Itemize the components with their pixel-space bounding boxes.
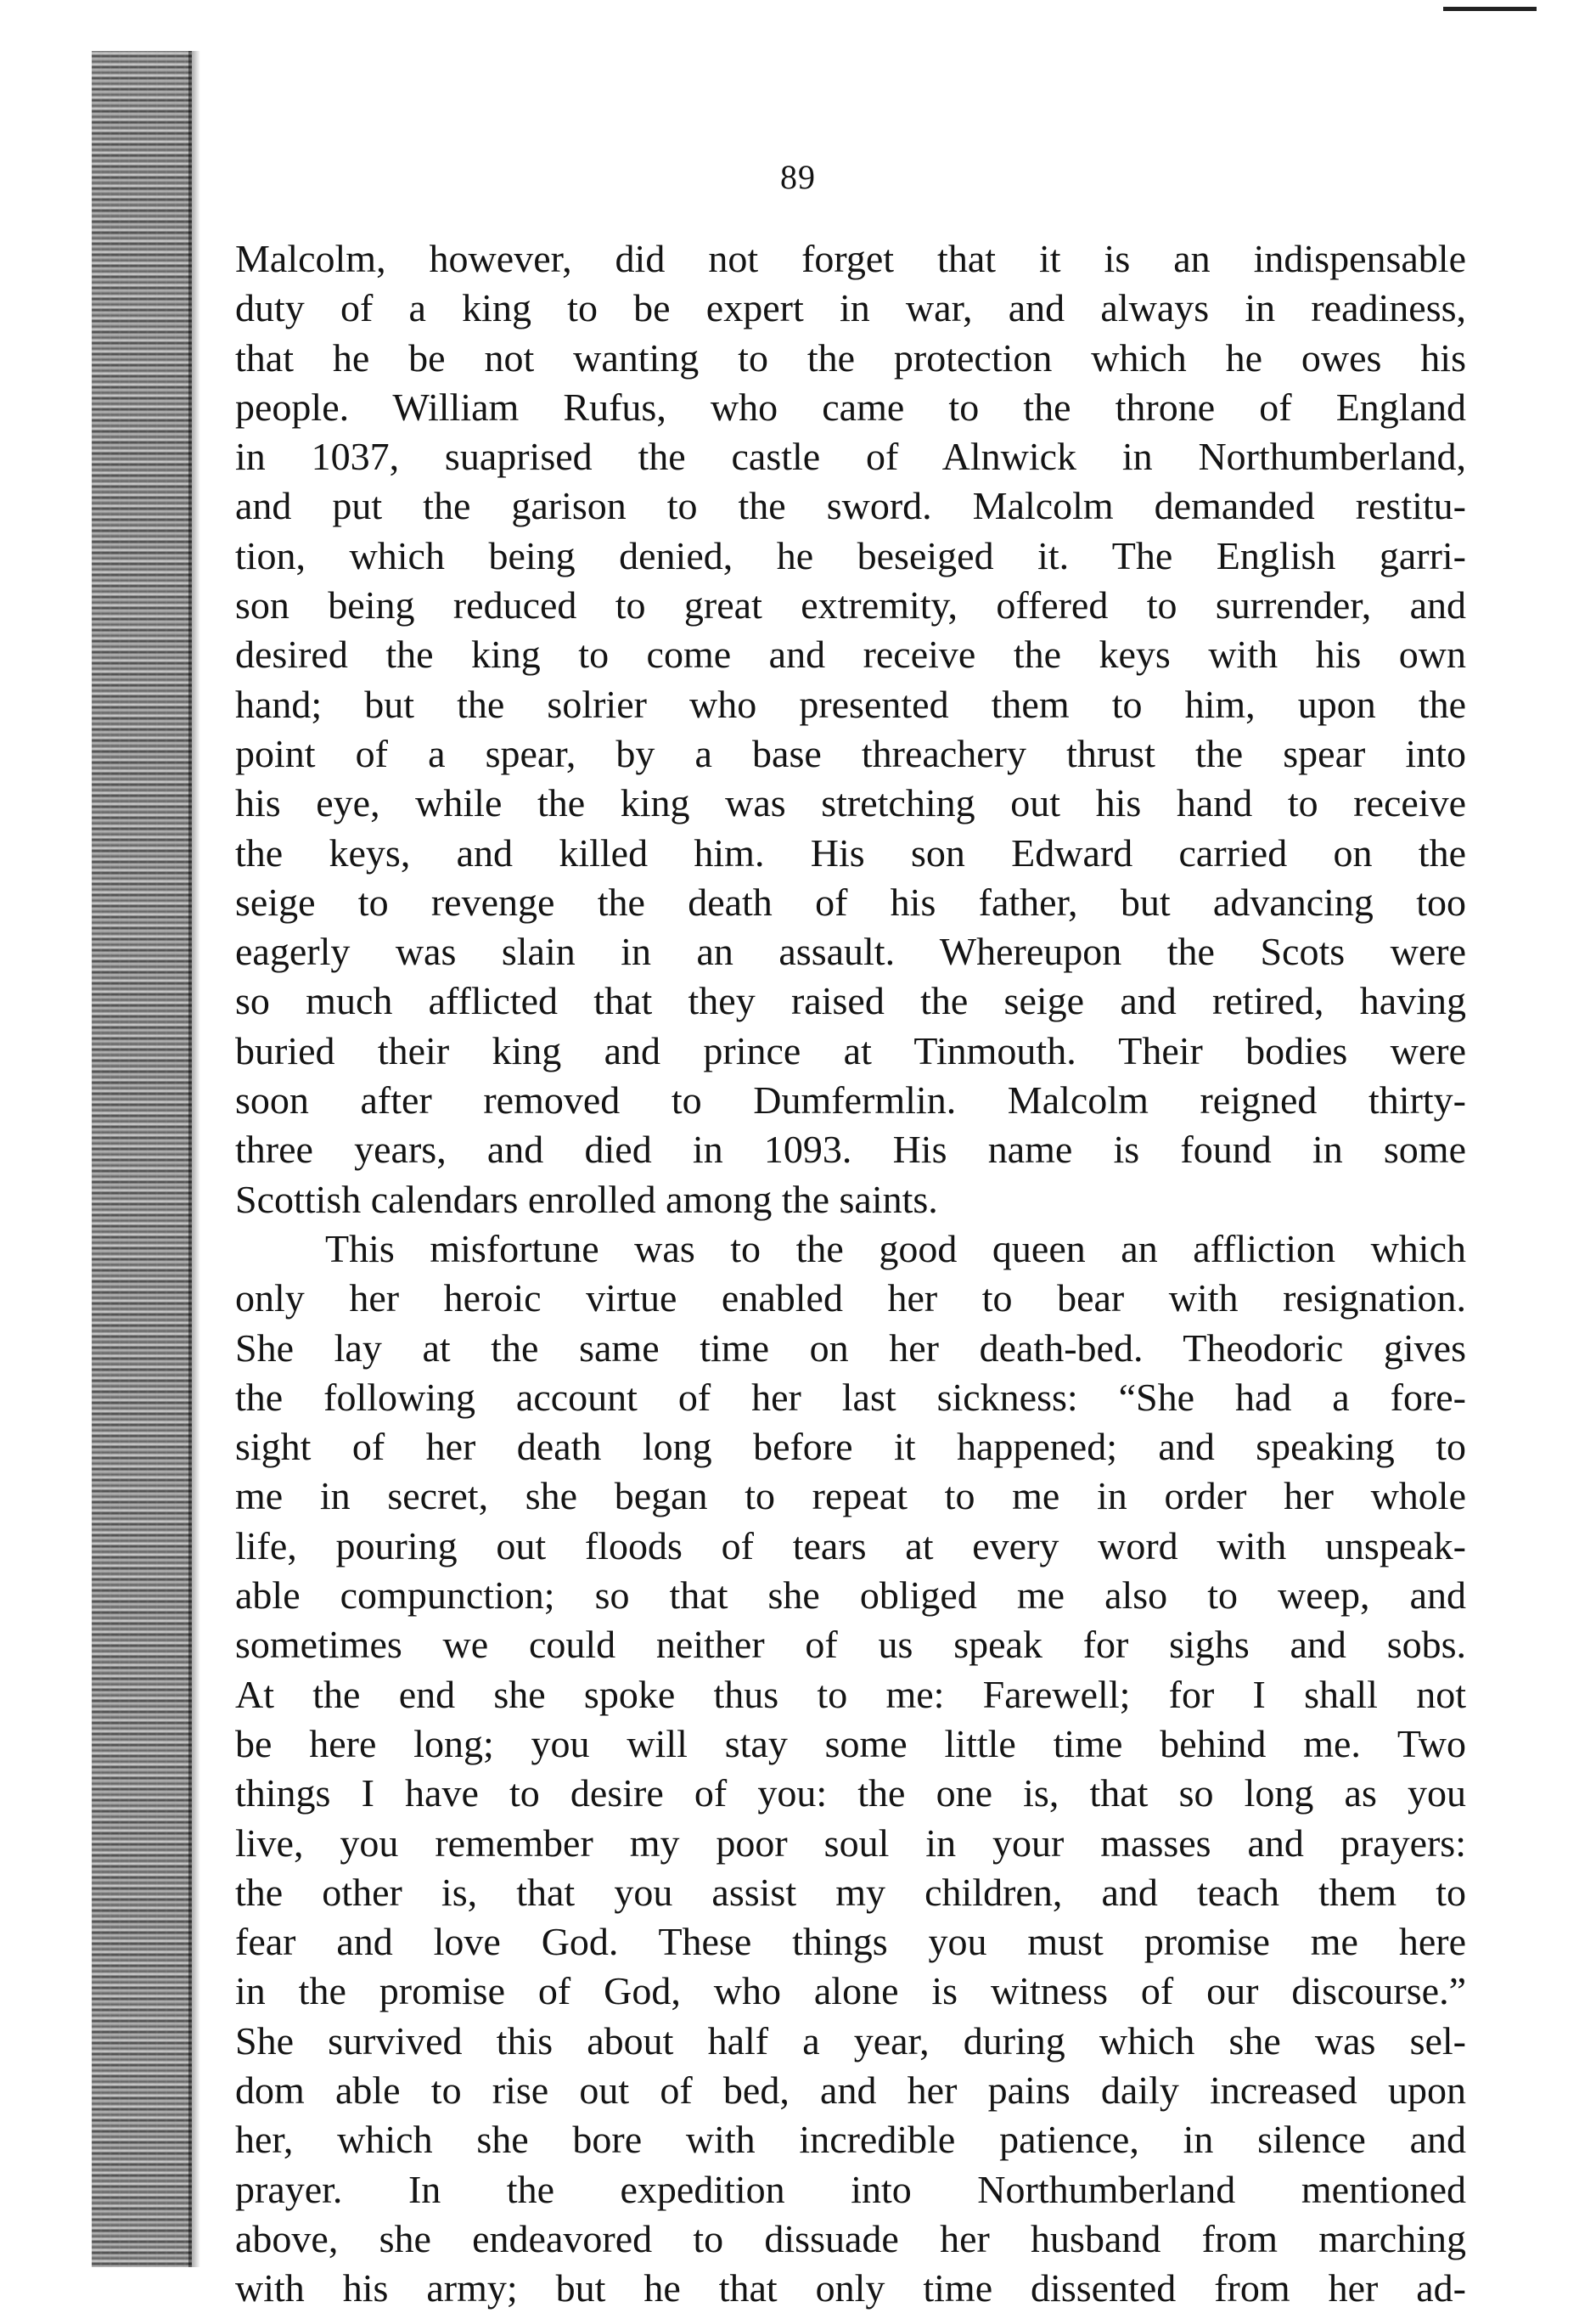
text-line: and put the garison to the sword. Malcolm demanded restitu- — [235, 484, 1466, 528]
text-line: Malcolm, however, did not forget that it is an indispensable — [235, 237, 1466, 280]
text-line: the following account of her last sickness: “She had a fore- — [235, 1375, 1466, 1419]
text-line: people. William Rufus, who came to the throne of England — [235, 385, 1466, 429]
text-line: duty of a king to be expert in war, and always in readiness, — [235, 286, 1466, 330]
text-line: able compunction; so that she obliged me also to weep, and — [235, 1573, 1466, 1618]
text-line: life, pouring out floods of tears at every word with unspeak- — [235, 1523, 1466, 1567]
text-line: sometimes we could neither of us speak for sighs and sobs. — [235, 1623, 1466, 1667]
scanned-binding-edge — [92, 51, 192, 2267]
text-line: above, she endeavored to dissuade her husband from marching — [235, 2216, 1466, 2260]
text-line: soon after removed to Dumfermlin. Malcolm reigned thirty- — [235, 1078, 1466, 1123]
text-line: me in secret, she began to repeat to me in order her whole — [235, 1474, 1466, 1518]
text-line: that he be not wanting to the protection which he owes his — [235, 335, 1466, 380]
text-line: the other is, that you assist my children, and teach them to — [235, 1870, 1466, 1914]
text-line: be here long; you will stay some little time behind me. Two — [235, 1721, 1466, 1765]
text-line: buried their king and prince at Tinmouth. Their bodies were — [235, 1028, 1466, 1072]
paragraph-end-line: Scottish calendars enrolled among the saints. — [235, 1177, 938, 1221]
text-line: point of a spear, by a base threachery thrust the spear into — [235, 731, 1466, 775]
corner-rule — [1443, 7, 1537, 11]
text-line: his eye, while the king was stretching out his hand to receive — [235, 781, 1466, 825]
text-line: prayer. In the expedition into Northumberland mentioned — [235, 2167, 1466, 2211]
text-line: eagerly was slain in an assault. Whereupon the Scots were — [235, 930, 1466, 974]
text-line: three years, and died in 1093. His name is found in some — [235, 1128, 1466, 1172]
text-line: fear and love God. These things you must promise me here — [235, 1920, 1466, 1964]
text-line: son being reduced to great extremity, offered to surrender, and — [235, 583, 1466, 627]
text-line: so much afflicted that they raised the seige and retired, having — [235, 979, 1466, 1023]
text-line: At the end she spoke thus to me: Farewell; for I shall not — [235, 1672, 1466, 1716]
text-line: sight of her death long before it happened; and speaking to — [235, 1425, 1466, 1469]
page-number: 89 — [780, 158, 816, 196]
body-text — [235, 234, 1466, 2313]
text-line: She lay at the same time on her death-bed. Theodoric gives — [235, 1325, 1466, 1370]
text-line: only her heroic virtue enabled her to bear with resignation. — [235, 1276, 1466, 1320]
text-line: her, which she bore with incredible patience, in silence and — [235, 2118, 1466, 2162]
text-line: dom able to rise out of bed, and her pains daily increased upon — [235, 2068, 1466, 2112]
text-line: tion, which being denied, he beseiged it. The English garri- — [235, 533, 1466, 577]
text-line: She survived this about half a year, during which she was sel- — [235, 2018, 1466, 2063]
text-line: the keys, and killed him. His son Edward carried on the — [235, 830, 1466, 875]
text-line: seige to revenge the death of his father, but advancing too — [235, 880, 1466, 924]
text-line: things I have to desire of you: the one is, that so long as you — [235, 1771, 1466, 1815]
text-line: hand; but the solrier who presented them to him, upon the — [235, 682, 1466, 726]
text-line: desired the king to come and receive the keys with his own — [235, 633, 1466, 677]
text-line: with his army; but he that only time dissented from her ad- — [235, 2266, 1466, 2310]
text-line: live, you remember my poor soul in your masses and prayers: — [235, 1821, 1466, 1865]
paragraph-start-line: This misfortune was to the good queen an affliction which — [325, 1226, 1466, 1270]
text-line: in the promise of God, who alone is witness of our discourse.” — [235, 1969, 1466, 2013]
text-line: in 1037, suaprised the castle of Alnwick in Northumberland, — [235, 435, 1466, 479]
